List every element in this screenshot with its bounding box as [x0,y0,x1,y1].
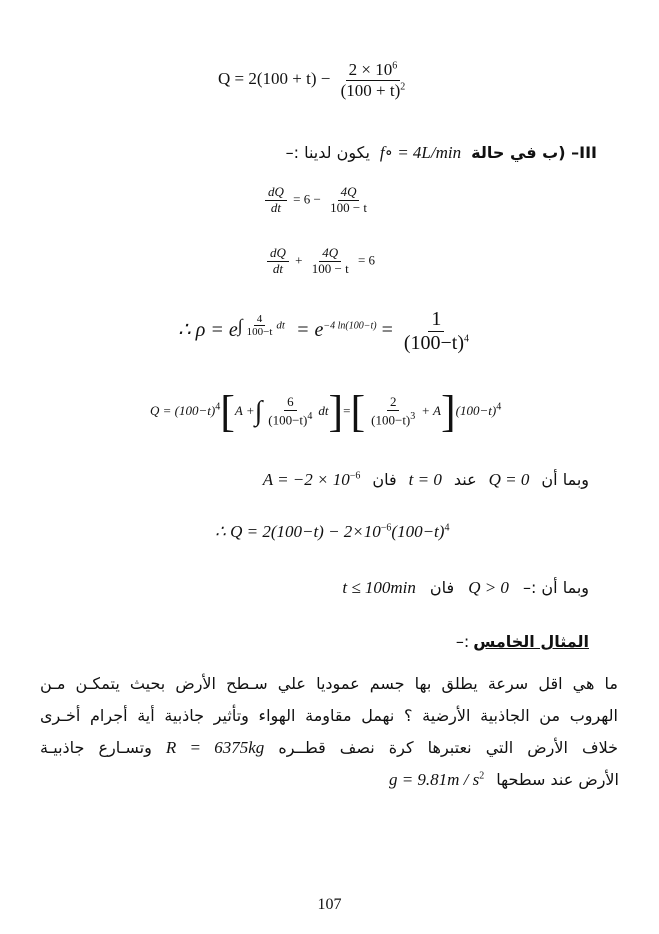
equation-3 [264,246,375,277]
eq5-eq: = [343,402,351,418]
paragraph-line-1: ما هي اقل سرعة يطلق بها جسم عموديا علي سـطح الأرض بحيث يتمكـن مـن [40,674,618,693]
eq5-num1: 6 [284,395,297,411]
equation-4: ∴ ρ = e∫ $\frac{4}{100-t}$ dt = $e^{-4 ln(100-t)}$ = $\frac{1}{(100-t)^4}$ [178,308,469,354]
equation-1 [218,60,411,100]
eq5-den2: (100−t) [371,412,411,428]
page-number: 107 [317,896,342,913]
eq5-tail: (100−t) [455,402,497,418]
eq4-num: 1 [428,308,444,332]
eq5-den2-exp: 3 [410,411,416,423]
paragraph-line-2: الهروب من الجاذبية الأرضية ؟ نهمل مقاومة الهواء وتأثير جاذبية أية أجرام أخـرى [40,706,618,725]
gravity-equation: g = 9.81m / s [388,770,480,789]
eq6-tail-exp: 4 [444,522,450,534]
eq5-a-term: A + [234,402,255,418]
eq1-lhs: Q = 2(100 + t) − [218,68,331,88]
example-heading [456,632,589,652]
eq1-num: 2 × 10 [348,60,393,79]
eq5-dt: dt [318,402,329,418]
example-title: المثال الخامس [473,632,589,651]
eq5-den1-exp: 4 [307,411,313,423]
eq2-dq: dQ [268,184,284,199]
eq6-text: ∴ Q = 2(100−t) − 2×10 [215,522,381,541]
eq2-mid: = 6 − [293,191,321,207]
paragraph-line-3a: خلاف الأرض التي نعتبرها كرة نصف قطــره [278,738,619,757]
line-b-prefix: وبما أن :– [522,578,589,597]
eq1-num-exp: 6 [392,60,398,72]
eq1-fraction [338,60,409,100]
eq5-num2: 2 [387,395,400,411]
line-a-when: عند [453,470,477,489]
condition-line-a [255,470,589,490]
condition-line-b [332,578,589,598]
eq4-den: (100−t) [403,332,464,354]
case-heading-condition: f∘ = 4L/min [379,143,462,162]
paragraph-line-4 [389,770,619,790]
eq2-den: 100 − t [330,199,368,215]
paragraph-line-4a: الأرض عند سطحها [496,770,619,789]
eq2-num: 4Q [340,184,357,199]
eq4-den-exp: 4 [464,333,469,345]
case-heading-suffix: يكون لدينا :– [285,143,370,162]
eq3-dt: dt [272,260,283,276]
eq4-exp-den: 100−t [246,326,273,339]
eq5-lhs: Q = (100−t) [150,402,216,418]
eq4-eq-mid: = e [295,319,324,342]
gravity-exp: 2 [479,770,485,782]
line-a-then: فان [372,470,397,489]
eq6-tail: (100−t) [391,522,445,541]
equation-2 [262,185,373,216]
eq1-den-exp: 2 [400,80,406,92]
line-a-result-exp: −6 [349,470,361,482]
eq3-rhs: = 6 [357,252,376,268]
line-a-cond2: t = 0 [408,470,442,489]
eq4-eq: = [381,319,393,342]
eq5-plus-a: + A [421,402,441,418]
eq2-dt: dt [270,199,281,215]
eq3-den: 100 − t [311,260,349,276]
paragraph-line-3b: وتسـارع جاذبيـة [40,738,152,757]
case-heading [286,143,597,163]
eq6-exp: −6 [380,522,392,534]
eq3-num: 4Q [322,245,339,260]
line-b-cond: Q > 0 [468,578,509,597]
eq4-exp2: −4 ln(100−t) [323,320,377,332]
eq5-tail-exp: 4 [496,401,502,413]
line-a-cond1: Q = 0 [488,470,530,489]
eq3-dq: dQ [270,245,286,260]
eq5-den1: (100−t) [268,412,308,428]
equation-5: $Q = (100-t)^4[A$ +∫ $\frac{6}{(100-t)^4}$ dt]=[ $\frac{2}{(100-t)^3}$ + $A](100-t)^4$ [150,387,502,436]
eq5-lhs-exp: 4 [215,401,221,413]
eq4-exp-num: 4 [254,313,266,327]
line-b-then: فان [429,578,455,597]
eq1-den: (100 + t) [340,80,401,100]
line-b-result: t ≤ 100min [342,578,416,597]
line-a-result: A = −2 × 10 [262,470,350,489]
eq4-exp-dt: dt [276,319,285,332]
eq4-therefore: ∴ ρ = e [178,319,238,342]
equation-6 [215,522,449,542]
radius-equation: R = 6375kg [165,738,265,757]
line-a-prefix: وبما أن [541,470,589,489]
paragraph-line-3 [40,738,618,758]
eq3-plus: + [295,252,303,268]
case-heading-label: III– (ب في حالة [471,143,597,162]
example-suffix: :– [455,632,470,651]
